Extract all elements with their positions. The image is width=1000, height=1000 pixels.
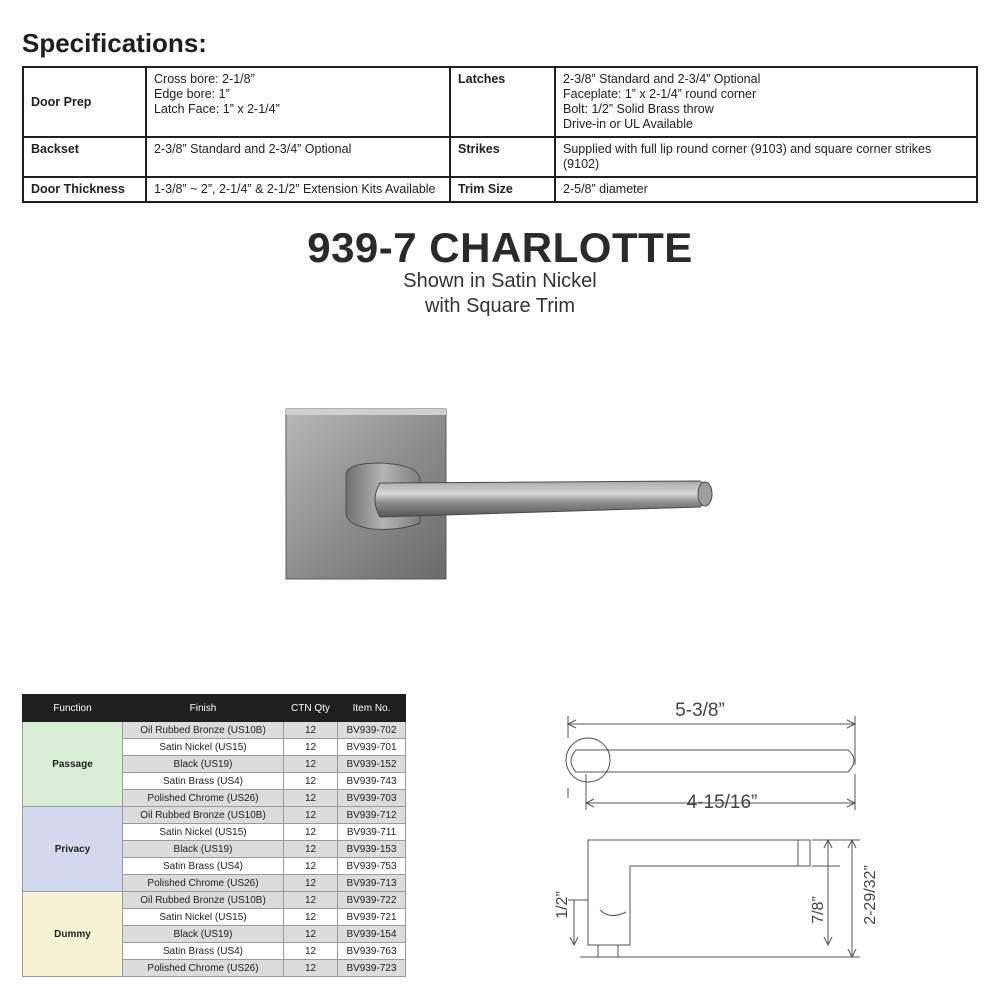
table-row [23,892,406,909]
ctn-qty-cell: 12 [284,960,338,977]
spec-value [555,137,977,177]
finish-cell: Satin Nickel (US15) [123,909,284,926]
finish-cell: Oil Rubbed Bronze (US10B) [123,807,284,824]
column-header-item-no: Item No. [338,695,406,722]
spec-label: Latches [450,67,555,137]
ctn-qty-cell: 12 [284,756,338,773]
spec-value [146,67,450,137]
finish-cell: Satin Brass (US4) [123,773,284,790]
finish-cell: Polished Chrome (US26) [123,790,284,807]
lever-length-label: 4-15/16” [686,792,758,813]
spec-value [555,177,977,202]
height-label: 2-29/32” [862,865,879,925]
finish-cell: Black (US19) [123,926,284,943]
spec-label: Door Prep [23,67,146,137]
ctn-qty-cell: 12 [284,943,338,960]
spec-value-line: Drive-in or UL Available [563,117,693,131]
item-number-cell: BV939-763 [338,943,406,960]
lever-handle-image [280,405,720,585]
finish-cell: Satin Nickel (US15) [123,824,284,841]
spec-value-line: 1-3/8” ~ 2”, 2-1/4” & 2-1/2” Extension Kits Available [154,182,436,196]
spec-value [146,177,450,202]
table-row [23,722,406,739]
finish-cell: Polished Chrome (US26) [123,960,284,977]
spec-row [23,137,977,177]
item-number-cell: BV939-153 [338,841,406,858]
spec-value-line: 2-5/8” diameter [563,182,648,196]
item-number-cell: BV939-722 [338,892,406,909]
column-header-finish: Finish [123,695,284,722]
spec-value-line: Supplied with full lip round corner (9103) and square corner strikes [563,142,932,156]
overall-length-label: 5-3/8” [675,700,725,721]
spec-row [23,67,977,137]
table-row [23,807,406,824]
item-number-cell: BV939-711 [338,824,406,841]
item-number-cell: BV939-721 [338,909,406,926]
ctn-qty-cell: 12 [284,892,338,909]
ctn-qty-cell: 12 [284,773,338,790]
ctn-qty-cell: 12 [284,875,338,892]
item-number-cell: BV939-712 [338,807,406,824]
ctn-qty-cell: 12 [284,722,338,739]
finish-cell: Satin Nickel (US15) [123,739,284,756]
function-cell: Privacy [23,807,123,892]
finish-cell: Satin Brass (US4) [123,943,284,960]
spec-value-line: Cross bore: 2-1/8” [154,72,255,86]
product-subtitle-finish: Shown in Satin Nickel [403,270,597,292]
finish-cell: Polished Chrome (US26) [123,875,284,892]
column-header-ctn-qty: CTN Qty [284,695,338,722]
lever-width-label: 7/8” [810,896,827,924]
item-number-cell: BV939-743 [338,773,406,790]
spec-value-line: Latch Face: 1” x 2-1/4” [154,102,280,116]
finish-cell: Oil Rubbed Bronze (US10B) [123,722,284,739]
spec-label: Door Thickness [23,177,146,202]
lever-arm [375,481,708,517]
item-number-cell: BV939-701 [338,739,406,756]
spec-label: Trim Size [450,177,555,202]
ctn-qty-cell: 12 [284,909,338,926]
item-number-cell: BV939-723 [338,960,406,977]
specifications-table [22,66,978,203]
specifications-heading: Specifications: [22,28,207,58]
spec-value [146,137,450,177]
spec-label: Backset [23,137,146,177]
finish-cell: Black (US19) [123,841,284,858]
spec-row [23,177,977,202]
item-number-cell: BV939-753 [338,858,406,875]
spec-value-line: 2-3/8” Standard and 2-3/4” Optional [154,142,352,156]
function-cell: Dummy [23,892,123,977]
ctn-qty-cell: 12 [284,807,338,824]
item-number-cell: BV939-152 [338,756,406,773]
ctn-qty-cell: 12 [284,739,338,756]
item-number-cell: BV939-703 [338,790,406,807]
spec-value-line: 2-3/8” Standard and 2-3/4” Optional [563,72,761,86]
item-number-cell: BV939-713 [338,875,406,892]
function-cell: Passage [23,722,123,807]
product-subtitle-trim: with Square Trim [424,295,576,317]
spec-value-line: (9102) [563,157,600,171]
spec-value-line: Faceplate: 1” x 2-1/4” round corner [563,87,757,101]
projection-label: 1/2” [554,891,571,919]
finish-cell: Satin Brass (US4) [123,858,284,875]
spec-value-line: Bolt: 1/2” Solid Brass throw [563,102,714,116]
ctn-qty-cell: 12 [284,841,338,858]
finish-cell: Oil Rubbed Bronze (US10B) [123,892,284,909]
spec-value-line: Edge bore: 1” [154,87,230,101]
item-number-table [22,694,406,977]
spec-value [555,67,977,137]
ctn-qty-cell: 12 [284,790,338,807]
item-number-cell: BV939-154 [338,926,406,943]
dimension-drawing [540,690,890,990]
finish-cell: Black (US19) [123,756,284,773]
product-title: 939-7 CHARLOTTE [307,224,693,271]
spec-label: Strikes [450,137,555,177]
column-header-function: Function [23,695,123,722]
item-number-cell: BV939-702 [338,722,406,739]
ctn-qty-cell: 12 [284,858,338,875]
ctn-qty-cell: 12 [284,824,338,841]
ctn-qty-cell: 12 [284,926,338,943]
